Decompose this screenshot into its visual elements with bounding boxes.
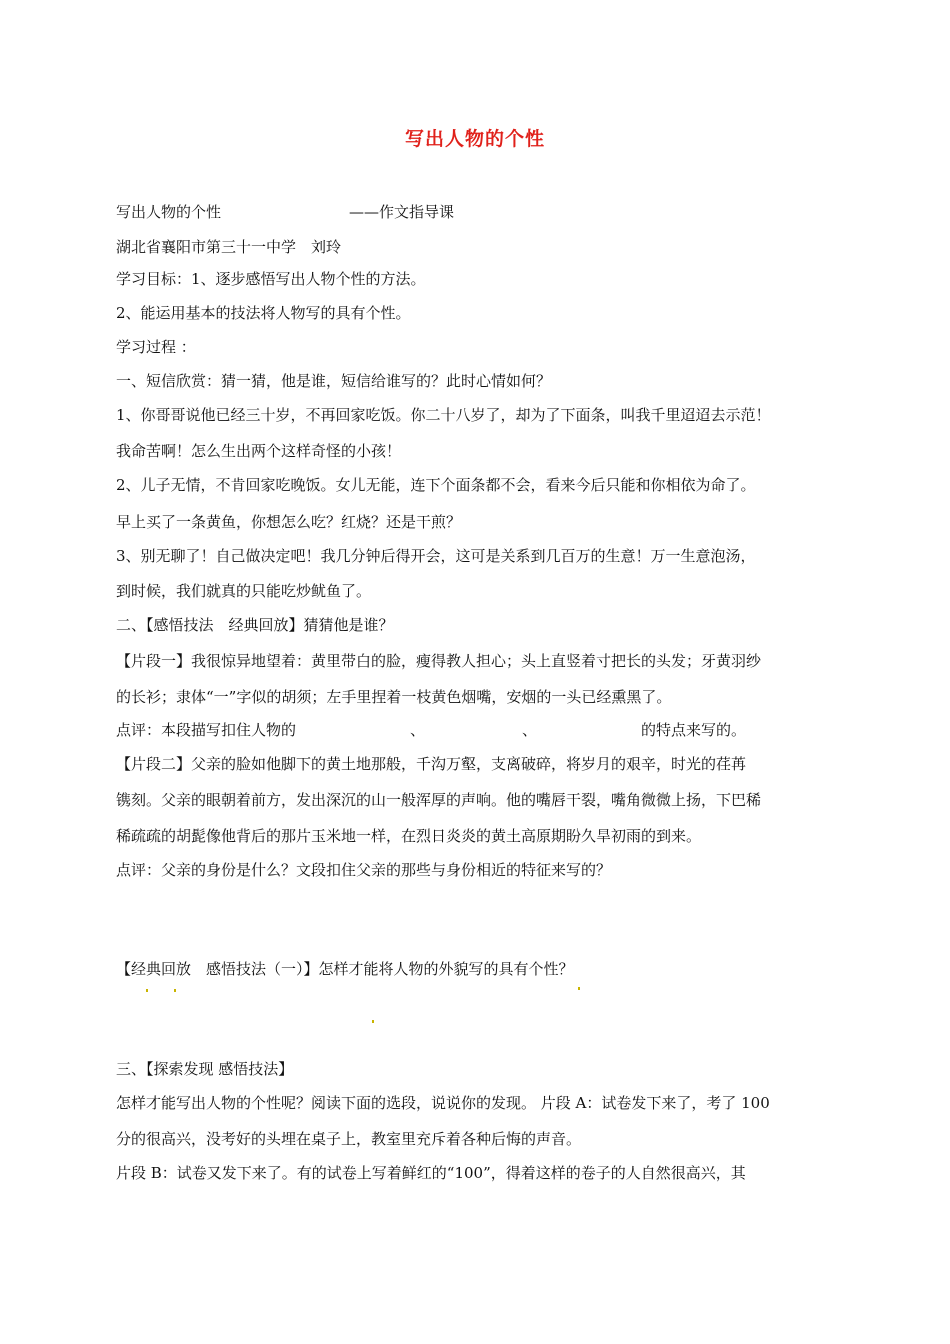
section2-heading: 二、【感悟技法 经典回放】猜猜他是谁？ bbox=[116, 616, 394, 634]
process-label: 学习过程 ： bbox=[116, 338, 196, 356]
fragment-1-line-1: 【片段一】我很惊异地望着：黄里带白的脸，瘦得教人担心；头上直竖着寸把长的头发；牙黄羽纱 bbox=[116, 652, 762, 670]
message-2-line-2: 早上买了一条黄鱼，你想怎么吃？红烧？还是干煎？ bbox=[116, 513, 462, 531]
fragment-2-line-3: 稀疏疏的胡髭像他背后的那片玉米地一样，在烈日炎炎的黄土高原期盼久旱初雨的到来。 bbox=[116, 827, 702, 845]
section3-line-1: 怎样才能写出人物的个性呢？阅读下面的选段，说说你的发现。 片段 A：试卷发下来了，考了 100 bbox=[116, 1094, 770, 1112]
message-2-line-1: 2、儿子无情，不肯回家吃晚饭。女儿无能，连下个面条都不会，看来今后只能和你相依为命了。 bbox=[116, 476, 756, 494]
header-subtitle: ——作文指导课 bbox=[349, 203, 455, 221]
speck-mark bbox=[372, 1020, 374, 1023]
speck-mark bbox=[174, 989, 176, 992]
section3-line-2: 分的很高兴，没考好的头埋在桌子上，教室里充斥着各种后悔的声音。 bbox=[116, 1130, 582, 1148]
comment-1-suffix: 的特点来写的。 bbox=[641, 721, 747, 739]
header-line bbox=[116, 201, 846, 222]
goal-2: 2、能运用基本的技法将人物写的具有个性。 bbox=[116, 304, 411, 322]
speck-mark bbox=[578, 987, 580, 990]
author-line: 湖北省襄阳市第三十一中学 刘玲 bbox=[116, 238, 342, 256]
classic-heading: 【经典回放 感悟技法（一）】怎样才能将人物的外貌写的具有个性？ bbox=[116, 960, 574, 978]
section1-heading: 一、短信欣赏：猜一猜，他是谁，短信给谁写的？此时心情如何？ bbox=[116, 372, 552, 390]
message-3-line-1: 3、别无聊了！自己做决定吧！我几分钟后得开会，这可是关系到几百万的生意！万一生意泡汤， bbox=[116, 547, 756, 565]
section3-heading: 三、【探索发现 感悟技法】 bbox=[116, 1060, 294, 1078]
message-3-line-2: 到时候，我们就真的只能吃炒鱿鱼了。 bbox=[116, 582, 372, 600]
header-name: 写出人物的个性 bbox=[116, 203, 222, 221]
speck-mark bbox=[146, 989, 148, 992]
goal-1: 学习目标：1、逐步感悟写出人物个性的方法。 bbox=[116, 270, 426, 288]
fragment-2-line-2: 镌刻。父亲的眼朝着前方，发出深沉的山一般浑厚的声响。他的嘴唇干裂，嘴角微微上扬，下巴稀 bbox=[116, 791, 762, 809]
section3-line-3: 片段 B：试卷又发下来了。有的试卷上写着鲜红的“100”，得着这样的卷子的人自然很高兴，其 bbox=[116, 1164, 746, 1182]
message-1-line-2: 我命苦啊！怎么生出两个这样奇怪的小孩！ bbox=[116, 442, 402, 460]
comment-1-separator-1: 、 bbox=[410, 721, 426, 739]
fragment-1-line-2: 的长衫；隶体“一”字似的胡须；左手里捏着一枝黄色烟嘴，安烟的一头已经熏黑了。 bbox=[116, 688, 672, 706]
comment-2: 点评：父亲的身份是什么？文段扣住父亲的那些与身份相近的特征来写的？ bbox=[116, 861, 612, 879]
comment-1 bbox=[116, 719, 846, 740]
fragment-2-line-1: 【片段二】父亲的脸如他脚下的黄土地那般，千沟万壑，支离破碎，将岁月的艰辛，时光的荏苒 bbox=[116, 755, 747, 773]
message-1-line-1: 1、你哥哥说他已经三十岁，不再回家吃饭。你二十八岁了，却为了下面条，叫我千里迢迢去示范！ bbox=[116, 406, 771, 424]
document-title: 写出人物的个性 bbox=[404, 128, 545, 150]
comment-1-prefix: 点评：本段描写扣住人物的 bbox=[116, 721, 297, 739]
comment-1-separator-2: 、 bbox=[522, 721, 538, 739]
